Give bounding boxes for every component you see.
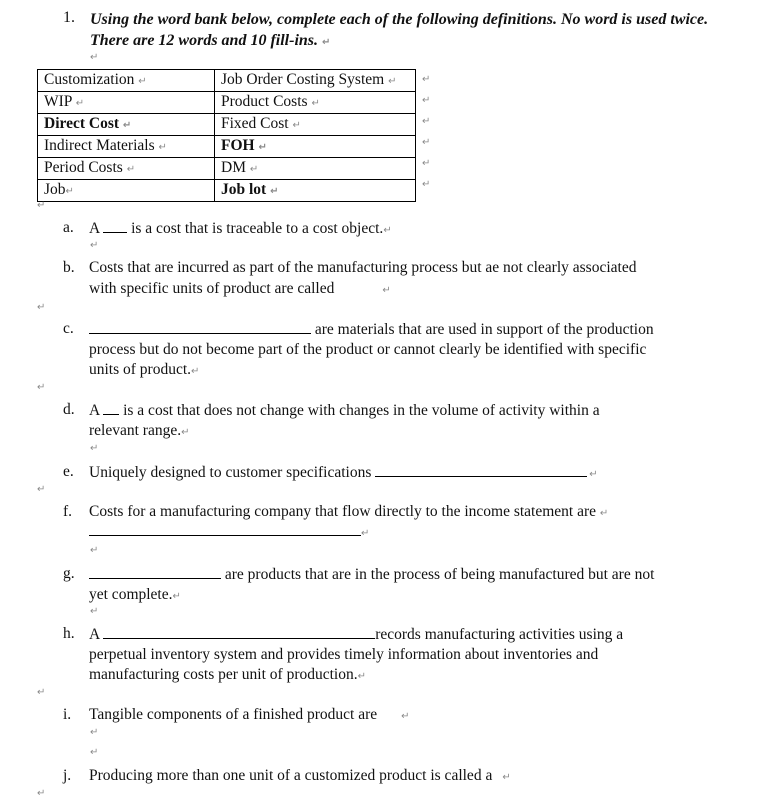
paragraph-mark-icon: ↵	[90, 747, 99, 758]
paragraph-mark-icon: ↵	[292, 120, 301, 131]
paragraph-mark-icon: ↵	[90, 240, 99, 251]
paragraph-mark-icon: ↵	[65, 186, 74, 197]
answer-blank[interactable]	[103, 624, 375, 639]
paragraph-mark-icon: ↵	[270, 186, 279, 197]
paragraph-mark-icon: ↵	[90, 606, 99, 617]
paragraph-mark-icon: ↵	[122, 120, 132, 131]
paragraph-mark-icon: ↵	[249, 164, 259, 175]
table-row	[38, 180, 416, 202]
paragraph-mark-icon: ↵	[37, 788, 46, 799]
paragraph-mark-icon: ↵	[322, 37, 331, 48]
answer-blank[interactable]	[103, 218, 127, 233]
paragraph-mark-icon: ↵	[37, 302, 46, 313]
word-bank-table	[37, 69, 416, 202]
paragraph-mark-icon: ↵	[90, 727, 99, 738]
word-bank-cell: Job↵	[38, 180, 215, 202]
answer-blank[interactable]	[89, 521, 361, 536]
word-bank-cell: Fixed Cost ↵	[215, 114, 416, 136]
row-end-mark-icon: ↵	[422, 74, 431, 85]
paragraph-mark-icon: ↵	[90, 545, 99, 556]
answer-blank[interactable]	[89, 319, 311, 334]
paragraph-mark-icon: ↵	[311, 98, 320, 109]
table-row	[38, 92, 416, 114]
word-bank-cell: Product Costs ↵	[215, 92, 416, 114]
row-end-mark-icon: ↵	[422, 137, 431, 148]
question-text	[90, 9, 730, 53]
paragraph-mark-icon: ↵	[37, 484, 46, 495]
word-bank-cell: WIP ↵	[38, 92, 215, 114]
paragraph-mark-icon: ↵	[158, 142, 167, 153]
word-bank-cell: Indirect Materials ↵	[38, 136, 215, 158]
table-row	[38, 158, 416, 180]
paragraph-mark-icon: ↵	[258, 142, 267, 153]
paragraph-mark-icon: ↵	[126, 164, 136, 175]
table-row	[38, 114, 416, 136]
row-end-mark-icon: ↵	[422, 179, 431, 190]
paragraph-mark-icon: ↵	[90, 443, 99, 454]
word-bank-cell: Direct Cost ↵	[38, 114, 215, 136]
question-text-content: Using the word bank below, complete each of the following definitions. No word is used twice. There are 12 words and 10 fill-ins.	[90, 11, 709, 49]
paragraph-mark-icon: ↵	[138, 76, 147, 87]
paragraph-mark-icon: ↵	[37, 382, 46, 393]
paragraph-mark-icon: ↵	[37, 200, 46, 211]
answer-blank[interactable]	[89, 564, 221, 579]
word-bank-cell: FOH ↵	[215, 136, 416, 158]
table-row	[38, 70, 416, 92]
answer-blank[interactable]	[375, 462, 587, 477]
row-end-mark-icon: ↵	[422, 116, 431, 127]
word-bank-cell: Customization ↵	[38, 70, 215, 92]
question-number: 1.	[63, 9, 75, 26]
paragraph-mark-icon: ↵	[37, 687, 46, 698]
row-end-mark-icon: ↵	[422, 95, 431, 106]
paragraph-mark-icon: ↵	[388, 76, 397, 87]
paragraph-mark-icon: ↵	[90, 52, 99, 63]
word-bank-cell: Job Order Costing System ↵	[215, 70, 416, 92]
row-end-mark-icon: ↵	[422, 158, 431, 169]
word-bank-cell: Period Costs ↵	[38, 158, 215, 180]
word-bank-cell: DM ↵	[215, 158, 416, 180]
paragraph-mark-icon: ↵	[75, 98, 85, 109]
table-row	[38, 136, 416, 158]
word-bank-cell: Job lot ↵	[215, 180, 416, 202]
answer-blank[interactable]	[103, 400, 119, 415]
